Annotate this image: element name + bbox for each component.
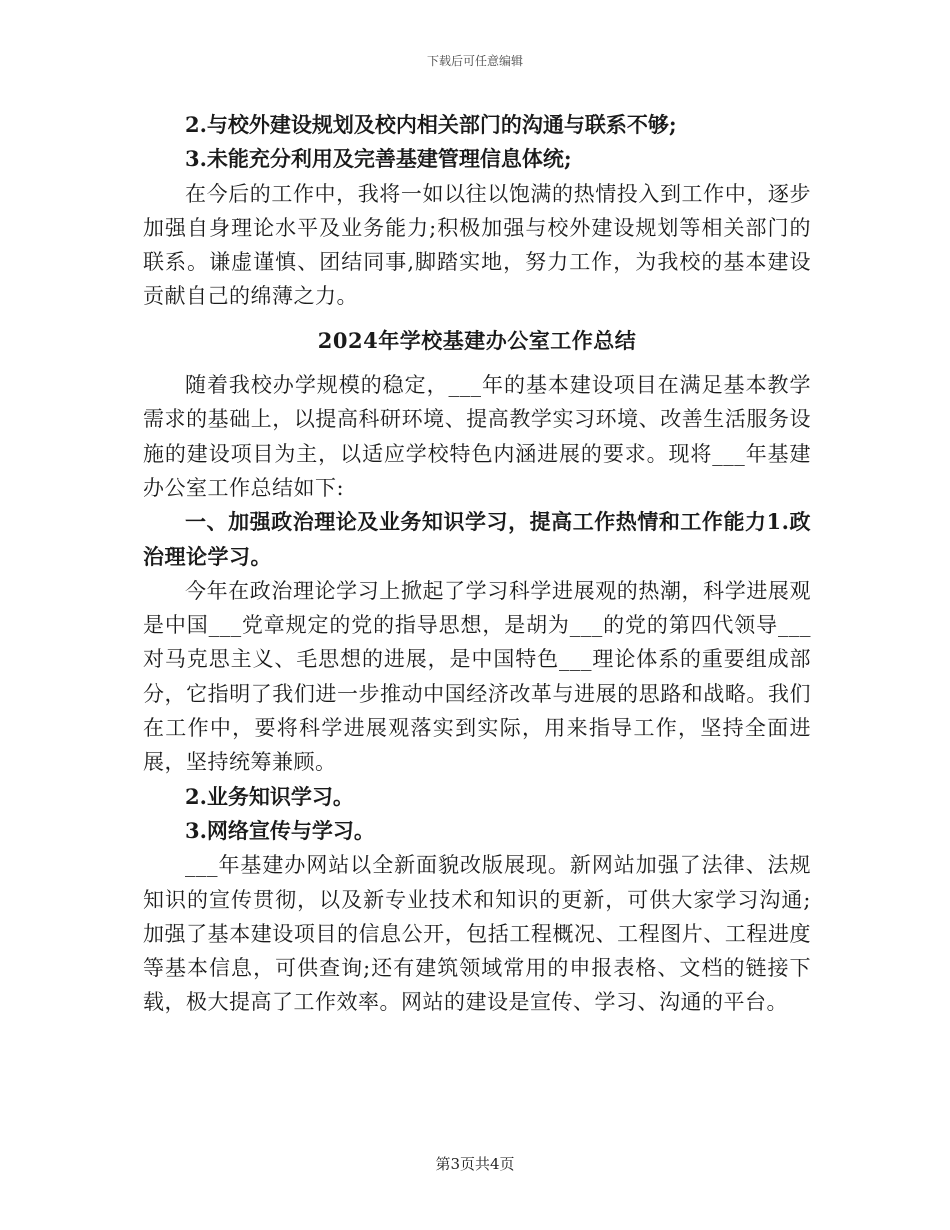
document-body <box>143 108 811 1020</box>
page-footer: 第3页共4页 <box>435 1155 515 1173</box>
list-item-3: 3.未能充分利用及完善基建管理信息体统; <box>185 146 572 172</box>
list-item-2: 2.与校外建设规划及校内相关部门的沟通与联系不够; <box>185 112 677 137</box>
paragraph-future-work: 在今后的工作中，我将一如以往以饱满的热情投入到工作中，逐步加强自身理论水平及业务能力;积极加强与校外建设规划等相关部门的联系。谦虚谨慎、团结同事,脚踏实地，努力工作，为我校的基本建设贡献自己的绵薄之力。 <box>143 181 811 309</box>
section-heading-1: 一、加强政治理论及业务知识学习，提高工作热情和工作能力1.政治理论学习。 <box>143 509 811 569</box>
subheading-2: 2.业务知识学习。 <box>185 783 354 809</box>
paragraph-intro: 随着我校办学规模的稳定，___年的基本建设项目在满足基本教学需求的基础上，以提高科研环境、提高教学实习环境、改善生活服务设施的建设项目为主，以适应学校特色内涵进展的要求。现将___年基建办公室工作总结如下: <box>143 373 811 500</box>
subheading-3: 3.网络宣传与学习。 <box>185 817 375 843</box>
paragraph-website: ___年基建办网站以全新面貌改版展现。新网站加强了法律、法规知识的宣传贯彻，以及新专业技术和知识的更新，可供大家学习沟通;加强了基本建设项目的信息公开，包括工程概况、工程图片、工程进度等基本信息，可供查询;还有建筑领域常用的申报表格、文档的链接下载，极大提高了工作效率。网站的建设是宣传、学习、沟通的平台。 <box>143 853 811 1015</box>
section-title: 2024年学校基建办公室工作总结 <box>317 327 637 353</box>
paragraph-politics: 今年在政治理论学习上掀起了学习科学进展观的热潮，科学进展观是中国___党章规定的党的指导思想，是胡为___的党的第四代领导___对马克思主义、毛思想的进展，是中国特色___理论体系的重要组成部分，它指明了我们进一步推动中国经济改革与进展的思路和战略。我们在工作中，要将科学进展观落实到实际，用来指导工作，坚持全面进展，坚持统筹兼顾。 <box>143 578 811 775</box>
page-header: 下载后可任意编辑 <box>426 54 523 68</box>
